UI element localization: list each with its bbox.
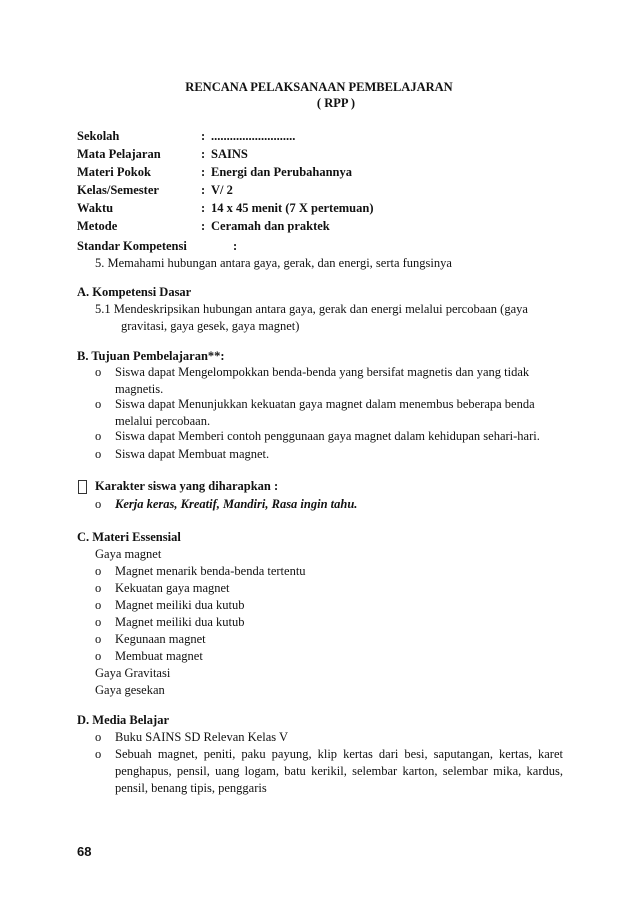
list-item: Kegunaan magnet bbox=[115, 632, 206, 646]
section-a-text-line2: gravitasi, gaya gesek, gaya magnet) bbox=[121, 319, 300, 333]
identity-value: V/ 2 bbox=[211, 183, 233, 197]
bullet-icon: o bbox=[95, 429, 102, 443]
identity-value: SAINS bbox=[211, 147, 248, 161]
identity-value: ........................... bbox=[211, 129, 296, 143]
list-item: Membuat magnet bbox=[115, 649, 203, 663]
identity-label: Waktu bbox=[77, 201, 114, 215]
list-item: Kekuatan gaya magnet bbox=[115, 581, 230, 595]
identity-label: Materi Pokok bbox=[77, 165, 151, 179]
identity-colon: : bbox=[201, 165, 206, 179]
karakter-item: Kerja keras, Kreatif, Mandiri, Rasa ingin tahu. bbox=[115, 497, 358, 511]
bullet-icon: o bbox=[95, 730, 102, 744]
standar-label: Standar Kompetensi bbox=[77, 239, 187, 253]
list-item: Siswa dapat Menunjukkan kekuatan gaya magnet dalam menembus beberapa benda melalui percobaan. bbox=[115, 397, 535, 428]
bullet-icon: o bbox=[95, 615, 102, 629]
identity-value: Energi dan Perubahannya bbox=[211, 165, 353, 179]
identity-label: Kelas/Semester bbox=[77, 183, 159, 197]
bullet-icon: o bbox=[95, 747, 102, 761]
list-item: Buku SAINS SD Relevan Kelas V bbox=[115, 730, 289, 744]
identity-colon: : bbox=[201, 129, 206, 143]
identity-colon: : bbox=[201, 147, 206, 161]
list-item: Magnet meiliki dua kutub bbox=[115, 598, 245, 612]
list-item: Siswa dapat Memberi contoh penggunaan gaya magnet dalam kehidupan sehari-hari. bbox=[115, 429, 540, 443]
missing-glyph-icon bbox=[78, 480, 87, 494]
bullet-icon: o bbox=[95, 649, 102, 663]
section-d-heading: D. Media Belajar bbox=[77, 713, 169, 727]
document-title: RENCANA PELAKSANAAN PEMBELAJARAN bbox=[185, 80, 453, 94]
list-item: Magnet menarik benda-benda tertentu bbox=[115, 564, 306, 578]
bullet-icon: o bbox=[95, 598, 102, 612]
page-number: 68 bbox=[77, 844, 92, 859]
section-c-subheading: Gaya gesekan bbox=[95, 683, 165, 697]
section-c-heading: C. Materi Essensial bbox=[77, 530, 181, 544]
identity-label: Metode bbox=[77, 219, 118, 233]
bullet-icon: o bbox=[95, 632, 102, 646]
karakter-heading: Karakter siswa yang diharapkan : bbox=[95, 479, 279, 493]
list-item: Siswa dapat Membuat magnet. bbox=[115, 447, 270, 461]
identity-value: Ceramah dan praktek bbox=[211, 219, 330, 233]
section-c-subheading: Gaya magnet bbox=[95, 547, 162, 561]
document-subtitle: ( RPP ) bbox=[316, 96, 356, 110]
section-a-text-line1: 5.1 Mendeskripsikan hubungan antara gaya, gerak dan energi melalui percobaan (gaya bbox=[95, 302, 528, 316]
identity-label: Sekolah bbox=[77, 129, 120, 143]
standar-colon: : bbox=[233, 239, 238, 253]
section-b-heading: B. Tujuan Pembelajaran**: bbox=[77, 349, 225, 363]
bullet-icon: o bbox=[95, 564, 102, 578]
identity-colon: : bbox=[201, 219, 206, 233]
list-item: Sebuah magnet, peniti, paku payung, klip kertas dari besi, saputangan, kertas, karet penghapus, pensil, uang logam, batu kerikil, selembar karton, selembar mika, kardus, pensil, benang tipis, penggaris bbox=[115, 747, 563, 795]
standar-text: 5. Memahami hubungan antara gaya, gerak, dan energi, serta fungsinya bbox=[95, 256, 452, 270]
bullet-icon: o bbox=[95, 447, 102, 461]
section-a-heading: A. Kompetensi Dasar bbox=[77, 285, 192, 299]
bullet-icon: o bbox=[95, 497, 102, 511]
identity-colon: : bbox=[201, 201, 206, 215]
bullet-icon: o bbox=[95, 397, 102, 411]
list-item: Siswa dapat Mengelompokkan benda-benda yang bersifat magnetis dan yang tidak magnetis. bbox=[115, 365, 530, 396]
list-item: Magnet meiliki dua kutub bbox=[115, 615, 245, 629]
section-c-subheading: Gaya Gravitasi bbox=[95, 666, 171, 680]
identity-label: Mata Pelajaran bbox=[77, 147, 161, 161]
bullet-icon: o bbox=[95, 365, 102, 379]
bullet-icon: o bbox=[95, 581, 102, 595]
identity-colon: : bbox=[201, 183, 206, 197]
identity-value: 14 x 45 menit (7 X pertemuan) bbox=[211, 201, 374, 215]
